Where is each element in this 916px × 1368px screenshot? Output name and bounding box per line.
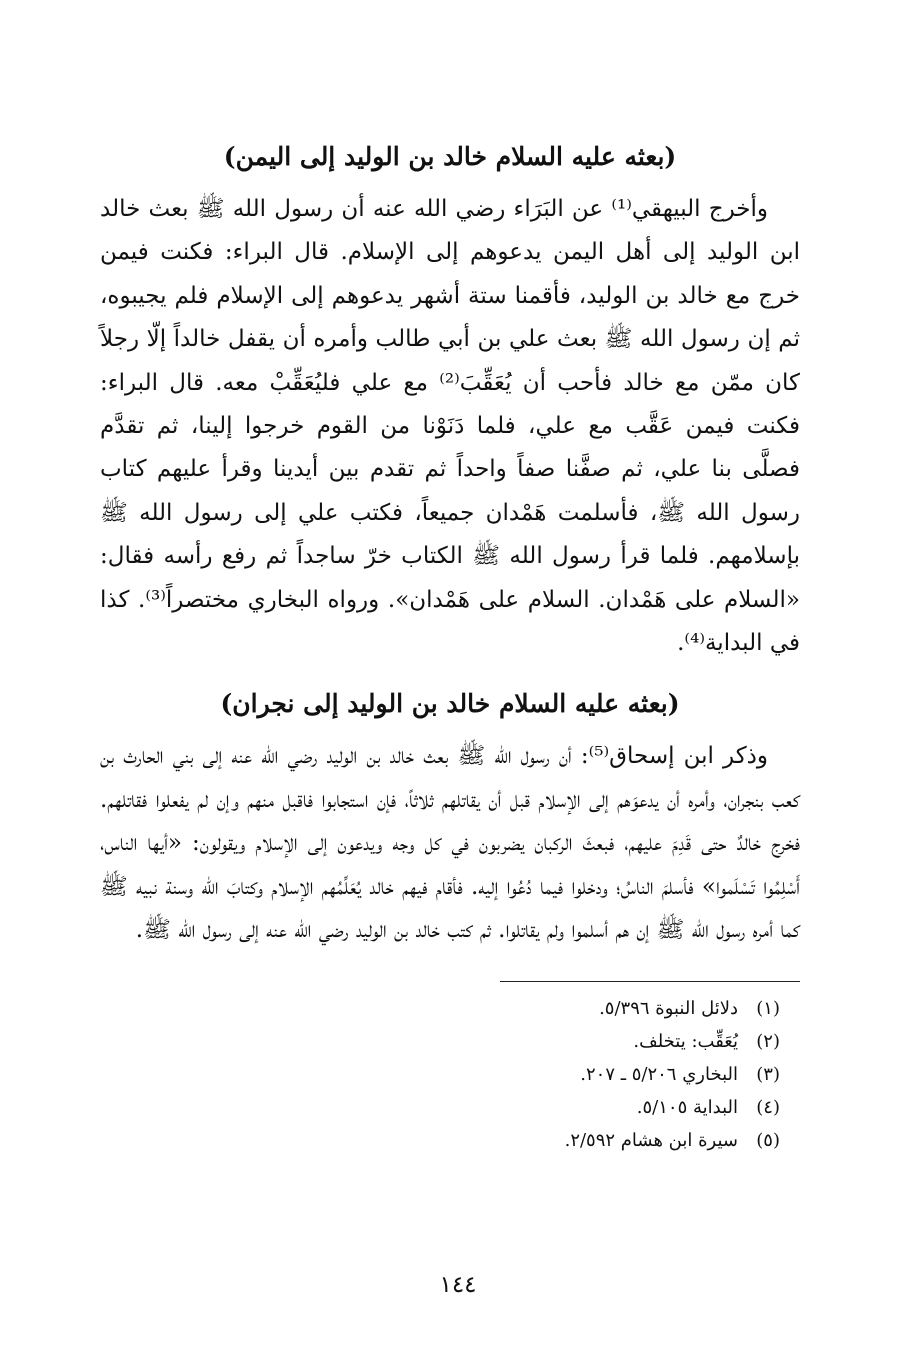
footnote-item — [100, 1058, 780, 1091]
section-heading-najran: (بعثه عليه السلام خالد بن الوليد إلى نجران) — [220, 689, 680, 719]
footnote-item — [100, 1025, 780, 1058]
footnote-text: يُعَقِّب: يتخلف. — [633, 1030, 738, 1052]
footnotes-list — [100, 992, 800, 1157]
paragraph-najran: وذكر ابن إسحاق⁽⁵⁾: أن رسول الله ﷺ بعث خالد بن الوليد رضي الله عنه إلى بني الحارث بن كعب بنجران، وأمره أن يدعوَهم إلى الإسلام قبل أن يقاتلهم ثلاثاً، فإن استجابوا فاقبل منهم وإن لم يفعلوا فقاتلهم. فخرج خالدٌ حتى قَدِمَ عليهم، فبعثَ الركبان يضربون في كل وجه ويدعون إلى الإسلام ويقولون: «أيها الناس، أَسْلِمُوا تَسْلَموا» فأسلمَ الناسُ؛ ودخلوا فيما دُعُوا إليه. فأقام فيهم خالد يُعَلِّمُهم الإسلام وكتابَ الله وسنة نبيه ﷺ كما أمره رسول الله ﷺ إن هم أسلموا ولم يقاتلوا. ثم كتب خالد بن الوليد رضي الله عنه إلى رسول الله ﷺ. — [100, 743, 800, 944]
footnote-text: البداية ٥/١٠٥. — [636, 1096, 738, 1118]
footnote-number: (٥) — [756, 1129, 780, 1151]
page-body — [100, 140, 800, 1157]
footnote-divider — [500, 981, 800, 982]
section-heading-yemen: (بعثه عليه السلام خالد بن الوليد إلى اليمن) — [223, 142, 677, 171]
page-number: ١٤٤ — [439, 1272, 477, 1298]
footnote-number: (٤) — [756, 1096, 780, 1118]
footnote-number: (١) — [756, 997, 780, 1019]
footnote-item — [100, 1091, 780, 1124]
footnote-text: البخاري ٥/٢٠٦ ـ ٢٠٧. — [580, 1063, 738, 1085]
footnote-item — [100, 1124, 780, 1157]
footnote-text: دلائل النبوة ٥/٣٩٦. — [599, 997, 738, 1019]
footnote-number: (٢) — [756, 1030, 780, 1052]
paragraph-yemen: وأخرج البيهقي⁽¹⁾ عن البَرَاء رضي الله عنه أن رسول الله ﷺ بعث خالد ابن الوليد إلى أهل اليمن يدعوهم إلى الإسلام. قال البراء: فكنت فيمن خرج مع خالد بن الوليد، فأقمنا ستة أشهر يدعوهم إلى الإسلام فلم يجيبوه، ثم إن رسول الله ﷺ بعث علي بن أبي طالب وأمره أن يقفل خالداً إلّا رجلاً كان ممّن مع خالد فأحب أن يُعَقِّبَ⁽²⁾ مع علي فليُعَقِّبْ معه. قال البراء: فكنت فيمن عَقَّب مع علي، فلما دَنَوْنا من القوم خرجوا إلينا، ثم تقدَّم فصلَّى بنا علي، ثم صفَّنا صفاً واحداً ثم تقدم بين أيدينا وقرأ عليهم كتاب رسول الله ﷺ، فأسلمت هَمْدان جميعاً، فكتب علي إلى رسول الله ﷺ بإسلامهم. فلما قرأ رسول الله ﷺ الكتاب خرّ ساجداً ثم رفع رأسه فقال: «السلام على هَمْدان. السلام على هَمْدان». ورواه البخاري مختصراً⁽³⁾. كذا في البداية⁽⁴⁾. — [100, 196, 800, 657]
footnote-item — [100, 992, 780, 1025]
footnote-number: (٣) — [756, 1063, 780, 1085]
footnote-text: سيرة ابن هشام ٢/٥٩٢. — [564, 1129, 738, 1151]
